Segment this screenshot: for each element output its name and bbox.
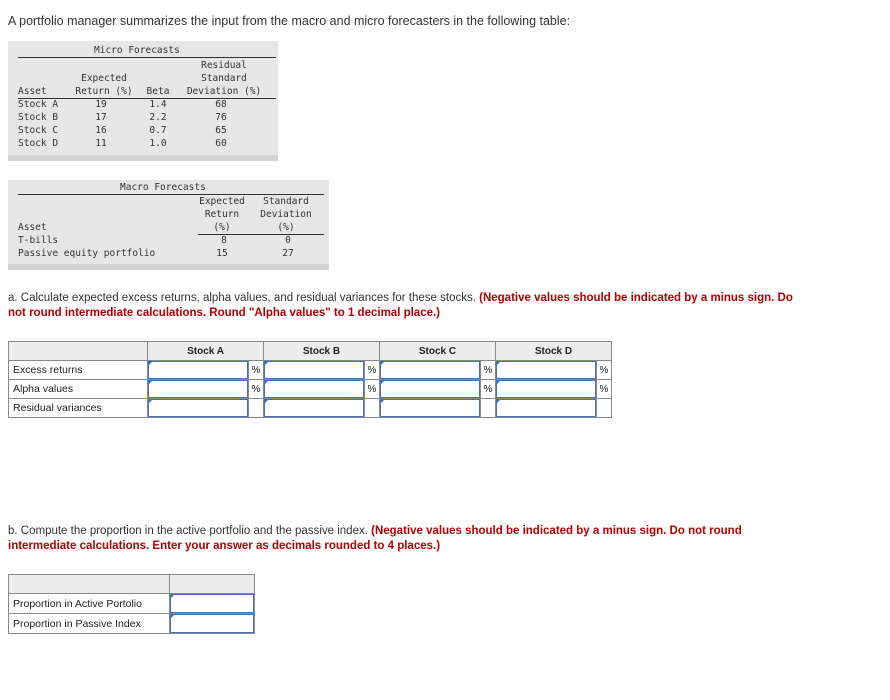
micro-row-sd: 60: [215, 138, 227, 149]
micro-header-expected-1: Expected: [81, 73, 127, 84]
micro-row-beta: 0.7: [149, 125, 167, 136]
micro-row-return: 19: [95, 99, 107, 110]
active-proportion-input[interactable]: [170, 594, 255, 614]
macro-header-expected-3: (%): [213, 222, 231, 233]
part-a-text: a. Calculate expected excess returns, alpha values, and residual variances for these stocks.: [8, 292, 476, 304]
row-label-alpha-values: Alpha values: [9, 380, 148, 399]
micro-row-sd: 76: [215, 112, 227, 123]
residual-variance-stock-d-input[interactable]: [496, 399, 597, 418]
part-b-note: (Negative values should be indicated by a minus sign. Do not round intermediate calculations. Enter your answer as decimals rounded to 4 places.): [8, 525, 742, 552]
percent-unit: %: [249, 380, 264, 399]
micro-row-beta: 1.4: [149, 99, 167, 110]
percent-unit: %: [249, 361, 264, 380]
part-b-answer-table: [8, 574, 255, 634]
micro-header-residual-3: Deviation (%): [186, 86, 262, 97]
micro-header-residual-1: Residual: [201, 60, 247, 71]
macro-row-asset: T-bills: [18, 235, 59, 246]
column-header-stock-b: Stock B: [264, 342, 380, 361]
excess-return-stock-b-input[interactable]: [264, 361, 365, 380]
micro-row-asset: Stock C: [18, 125, 59, 136]
macro-forecasts-table: [8, 180, 329, 270]
part-b-text: b. Compute the proportion in the active portfolio and the passive index.: [8, 525, 368, 537]
excess-return-stock-d-input[interactable]: [496, 361, 597, 380]
micro-row-beta: 1.0: [149, 138, 167, 149]
residual-variance-stock-b-input[interactable]: [264, 399, 365, 418]
column-header-stock-d: Stock D: [496, 342, 612, 361]
alpha-stock-b-input[interactable]: [264, 380, 365, 399]
excess-return-stock-a-input[interactable]: [148, 361, 249, 380]
percent-unit: %: [481, 361, 496, 380]
column-header-stock-a: Stock A: [148, 342, 264, 361]
row-label-passive-proportion: Proportion in Passive Index: [9, 614, 170, 634]
passive-proportion-input[interactable]: [170, 614, 255, 634]
part-a-note: (Negative values should be indicated by a minus sign. Do not round intermediate calculations. Round "Alpha values" to 1 decimal place.): [8, 292, 793, 319]
micro-row-sd: 65: [215, 125, 227, 136]
micro-row-asset: Stock D: [18, 138, 59, 149]
percent-unit: %: [365, 380, 380, 399]
micro-forecasts-table: [8, 41, 278, 161]
intro-text: A portfolio manager summarizes the input from the macro and micro forecasters in the following table:: [8, 14, 571, 28]
alpha-stock-a-input[interactable]: [148, 380, 249, 399]
macro-row-return: 15: [216, 248, 228, 259]
macro-row-sd: 0: [285, 235, 291, 246]
percent-unit: %: [597, 380, 612, 399]
macro-header-sd-2: Deviation: [260, 209, 312, 220]
macro-header-expected-1: Expected: [199, 196, 245, 207]
macro-header-sd-1: Standard: [263, 196, 309, 207]
micro-header-asset: Asset: [18, 86, 47, 97]
column-header-stock-c: Stock C: [380, 342, 496, 361]
micro-row-asset: Stock A: [18, 99, 59, 110]
residual-variance-stock-c-input[interactable]: [380, 399, 481, 418]
residual-variance-stock-a-input[interactable]: [148, 399, 249, 418]
micro-row-return: 16: [95, 125, 107, 136]
micro-row-asset: Stock B: [18, 112, 59, 123]
alpha-stock-c-input[interactable]: [380, 380, 481, 399]
percent-unit: %: [481, 380, 496, 399]
alpha-stock-d-input[interactable]: [496, 380, 597, 399]
row-label-excess-returns: Excess returns: [9, 361, 148, 380]
macro-title: Macro Forecasts: [120, 182, 206, 193]
macro-row-sd: 27: [282, 248, 294, 259]
macro-header-expected-2: Return: [204, 209, 240, 220]
micro-header-expected-2: Return (%): [75, 86, 133, 97]
percent-unit: %: [365, 361, 380, 380]
micro-header-residual-2: Standard: [201, 73, 247, 84]
part-a-question: [8, 291, 798, 321]
micro-row-sd: 68: [215, 99, 227, 110]
micro-row-return: 11: [95, 138, 107, 149]
micro-row-beta: 2.2: [149, 112, 167, 123]
micro-row-return: 17: [95, 112, 107, 123]
row-label-residual-variances: Residual variances: [9, 399, 148, 418]
micro-header-beta: Beta: [146, 86, 170, 97]
percent-unit: %: [597, 361, 612, 380]
macro-row-return: 8: [221, 235, 227, 246]
excess-return-stock-c-input[interactable]: [380, 361, 481, 380]
micro-title: Micro Forecasts: [94, 45, 180, 56]
macro-row-asset: Passive equity portfolio: [18, 248, 156, 259]
macro-header-sd-3: (%): [277, 222, 295, 233]
macro-header-asset: Asset: [18, 222, 47, 233]
part-a-answer-table: [8, 341, 612, 418]
part-b-question: [8, 524, 798, 554]
row-label-active-proportion: Proportion in Active Portolio: [9, 594, 170, 614]
